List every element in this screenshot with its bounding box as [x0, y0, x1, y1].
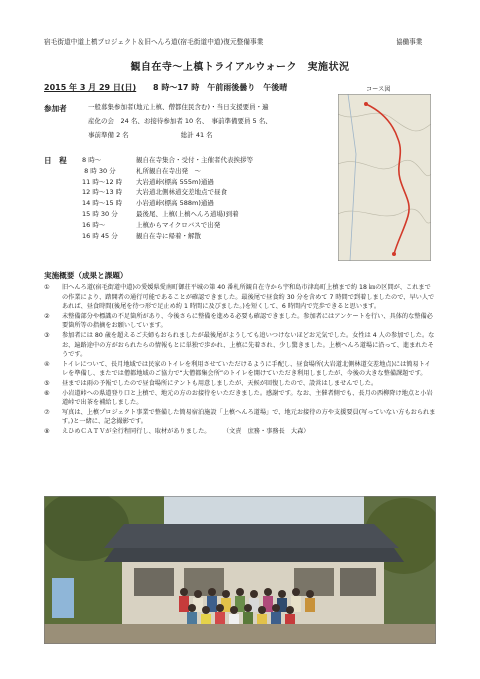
schedule-row: 12 時〜13 時 大岩道北側林道交差地点で昼食: [82, 188, 227, 197]
date-line: [44, 82, 287, 93]
schedule-row: 16 時 45 分 観自在寺に帰着・解散: [82, 231, 201, 240]
map-label: コース図: [366, 86, 391, 93]
time-weather: 8 時〜17 時 午前雨後曇り 午後晴: [153, 83, 288, 92]
document-title: 観自在寺〜上槙トライアルウォーク 実施状況: [130, 62, 350, 73]
participants-line-2: 産化の会 24 名、お接待参加者 10 名、 事前準備要員 5 名、: [88, 117, 272, 125]
header-project-title: 宿毛街道中道上槙プロジェクト＆旧へんろ道(宿毛街道中道)復元整備事業: [44, 38, 264, 46]
participants-line-3: 事前準備 2 名 総計 41 名: [88, 131, 213, 139]
course-map: [338, 94, 431, 261]
schedule-row: 11 時〜12 時 大岩道峠(標高 555m)通過: [82, 177, 214, 186]
header-collab-label: 協働事業: [396, 38, 423, 46]
schedule-row: 8 時 30 分 札所観自在寺出発 〜: [82, 166, 201, 175]
schedule-row: 15 時 30 分 最後尾、上槙(上槙へんろ道場)到着: [82, 209, 239, 218]
schedule-row: 16 時〜 上槙からマイクロバスで出発: [82, 220, 221, 229]
event-date: 2015 年 3 月 29 日(日): [44, 83, 137, 92]
schedule-row: 8 時〜 観自在寺集合・受付・主催者代表挨拶等: [82, 156, 253, 164]
summary-item: ① 旧へんろ道(宿毛街道中道)の愛媛県愛南町御荘平城の第 40 番札所観自在寺から宇和島市津島町上槙まで約 18 ㎞の区間が、これまでの作業により、踏開者の通行可能であることが確認できました。最後尾で昼食約 30 分を含めて 7 時間で到着しましたので、早い人であれば、昼食時間(後尾を待つ形で足止め約 1 時間に及びました。)を短くして、6 時間内で完歩できると思います。: [44, 284, 435, 311]
schedule-row: 14 時〜15 時 小岩道峠(標高 588m)通過: [82, 199, 214, 208]
summary-item: ② 未整備部分や標識の不足箇所があり、今後さらに整備を進める必要も確認できました。参加者にはアンケートを行い、具体的な整備必要箇所等の指摘をお願いしています。: [44, 312, 433, 330]
summary-item: ⑥ 小岩道峠への県道登り口と上槙で、地元の方のお接待をいただきました。感謝です。なお、主催者側でも、長月の西柳降け地点と小岩道峠で出茶を補給しました。: [44, 389, 433, 407]
participants-heading: 参加者: [44, 104, 67, 113]
summary-heading: 実施概要（成果と課題）: [44, 271, 128, 280]
summary-item: ③ 参加者には 80 歳を超えるご夫婦もおられましたが最後尾がようしても追いつけないほどお元気でした。女性は 4 人の参加でした。なお、遍路途中の方がおられたらの情報もとに単独で歩かれ、上槙に先着され、少し驚きました。上槙へんろ道場に沿って、進まれたそうです。: [44, 331, 435, 359]
summary-item: ⑧ えひめＣＡＴＶが全行程同行し、取材がありました。 （文責 庶務・事務長 大森）: [44, 427, 310, 435]
schedule-list: [82, 155, 253, 241]
summary-item: ④ トイレについて、長月地域では民家のトイレを利用させていただけるように手配し、昼食場所(大岩道北側林道交差地点)には簡易トイレを準備し、またでは僧都地域のご協力で“大僧都集会所”のトイレを開けていただき利用しましたが、今後の大きな整備課題です。: [44, 360, 431, 378]
participants-text: [88, 100, 334, 142]
group-photo: [44, 496, 436, 644]
participants-line-1: 一般募集参加者(地元上槙、僧都住民含む)・当日支援要員・遍: [88, 103, 269, 111]
summary-section: [44, 270, 436, 437]
schedule-heading: 日 程: [44, 156, 67, 165]
summary-item: ⑦ 写真は、上槙プロジェクト事業で整備した簡易宿泊施設「上槙へんろ道場」で、地元お接待の方や支援要員(写っていない方もおられます。)と一緒に、記念撮影です。: [44, 408, 436, 426]
summary-item: ⑤ 昼までは雨の予報でしたので昼食場所にテントも用意しましたが、天候が回復したので、設営はしませんでした。: [44, 379, 378, 387]
